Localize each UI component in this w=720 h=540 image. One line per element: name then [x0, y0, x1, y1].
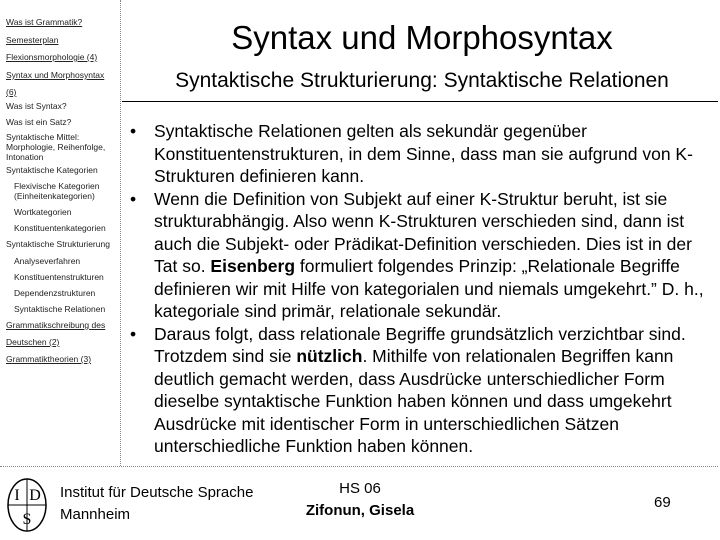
sidebar-item-flexivische-kategorien[interactable]: Flexivische Kategorien (Einheitenkategorien) [14, 181, 100, 201]
slide-title: Syntax und Morphosyntax [231, 19, 613, 56]
bullet-item [130, 323, 712, 458]
page-number: 69 [654, 494, 671, 511]
footer-divider [0, 466, 718, 467]
sidebar-item-was-ist-syntax[interactable]: Was ist Syntax? [6, 101, 67, 111]
svg-text:I: I [14, 487, 20, 504]
title-divider [122, 101, 718, 102]
sidebar-item-grammatiktheorien[interactable]: Grammatiktheorien (3) [6, 354, 92, 364]
svg-text:D: D [29, 487, 41, 504]
sidebar-item-konstituentenstrukturen[interactable]: Konstituentenstrukturen [14, 272, 104, 282]
institute-city: Mannheim [60, 506, 131, 523]
sidebar-item-grammatikschreibung[interactable]: Grammatikschreibung des [6, 320, 106, 330]
bullet-marker: • [130, 323, 137, 344]
ids-logo [6, 476, 48, 534]
sidebar-item-analyseverfahren[interactable]: Analyseverfahren [14, 256, 81, 266]
sidebar-item-syntaktische-kategorien[interactable]: Syntaktische Kategorien [6, 165, 98, 175]
institute-line: Institut für Deutsche Sprache [60, 484, 254, 501]
bullet-emphasis: nützlich [296, 346, 363, 366]
bullet-marker: • [130, 188, 137, 209]
bullet-item [130, 120, 712, 188]
slide-content [130, 120, 712, 458]
sidebar-item-syntaktische-relationen[interactable]: Syntaktische Relationen [14, 304, 106, 314]
bullet-text: . Mithilfe von relationalen Begriffen kann deutlich gemacht werden, dass Ausdrücke unterschiedlicher Form dieselbe syntaktische Funktion haben können und dass umgekehrt Ausdrücke mit identischer Form in unterschiedlichen Sätzen unterschiedliche Funktion haben können. [154, 346, 674, 456]
sidebar-item-syntax-und-morphosyntax[interactable]: Syntax und Morphosyntax [6, 70, 105, 80]
institute-name [60, 482, 253, 526]
course-code: HS 06 [339, 480, 381, 497]
sidebar-item-syntaktische-mittel[interactable]: Syntaktische Mittel: Morphologie, Reihenfolge, Intonation [6, 132, 106, 162]
bullet-text: Wenn die Definition von Subjekt auf einer K-Struktur beruht, ist sie strukturabhängig. Also wenn K-Strukturen verschieden sind, dann ist auch die Subjekt- oder Prädikat-Definition verschieden. Dies ist in der Tat so. [154, 188, 692, 276]
bullet-text: Daraus folgt, dass relationale Begriffe grundsätzlich verzichtbar sind. Trotzdem sind sie [154, 323, 686, 366]
sidebar-item-dependenzstrukturen[interactable]: Dependenzstrukturen [14, 288, 96, 298]
svg-text:S: S [22, 511, 32, 528]
slide-subtitle: Syntaktische Strukturierung: Syntaktische Relationen [175, 69, 669, 92]
sidebar-item-was-ist-grammatik[interactable]: Was ist Grammatik? [6, 17, 83, 27]
sidebar-item-semesterplan[interactable]: Semesterplan [6, 35, 59, 45]
sidebar-item-konstituentenkategorien[interactable]: Konstituentenkategorien [14, 223, 106, 233]
bullet-item [130, 188, 712, 323]
author-name: Zifonun, Gisela [305, 502, 415, 519]
sidebar-item-flexionsmorphologie[interactable]: Flexionsmorphologie (4) [6, 52, 98, 62]
bullet-text: Syntaktische Relationen gelten als sekundär gegenüber Konstituentenstrukturen, in dem Sinne, dass man sie aufgrund von K-Strukturen definieren kann. [154, 121, 693, 186]
bullet-emphasis: Eisenberg [210, 256, 296, 276]
sidebar-navigation [0, 0, 121, 466]
bullet-text: formuliert folgendes Prinzip: „Relationale Begriffe definieren wir mit Hilfe von kategorialen und niemals umgekehrt.” D. h., kategoriale sind primär, relationale sekundär. [154, 256, 704, 321]
sidebar-item-syntaktische-strukturierung[interactable]: Syntaktische Strukturierung [6, 239, 110, 249]
bullet-marker: • [130, 121, 137, 141]
sidebar-item-syntax-count[interactable]: (6) [6, 87, 17, 97]
sidebar-item-deutschen[interactable]: Deutschen (2) [6, 337, 60, 347]
course-info [285, 478, 435, 522]
sidebar-item-was-ist-ein-satz[interactable]: Was ist ein Satz? [6, 117, 72, 127]
sidebar-item-wortkategorien[interactable]: Wortkategorien [14, 207, 72, 217]
